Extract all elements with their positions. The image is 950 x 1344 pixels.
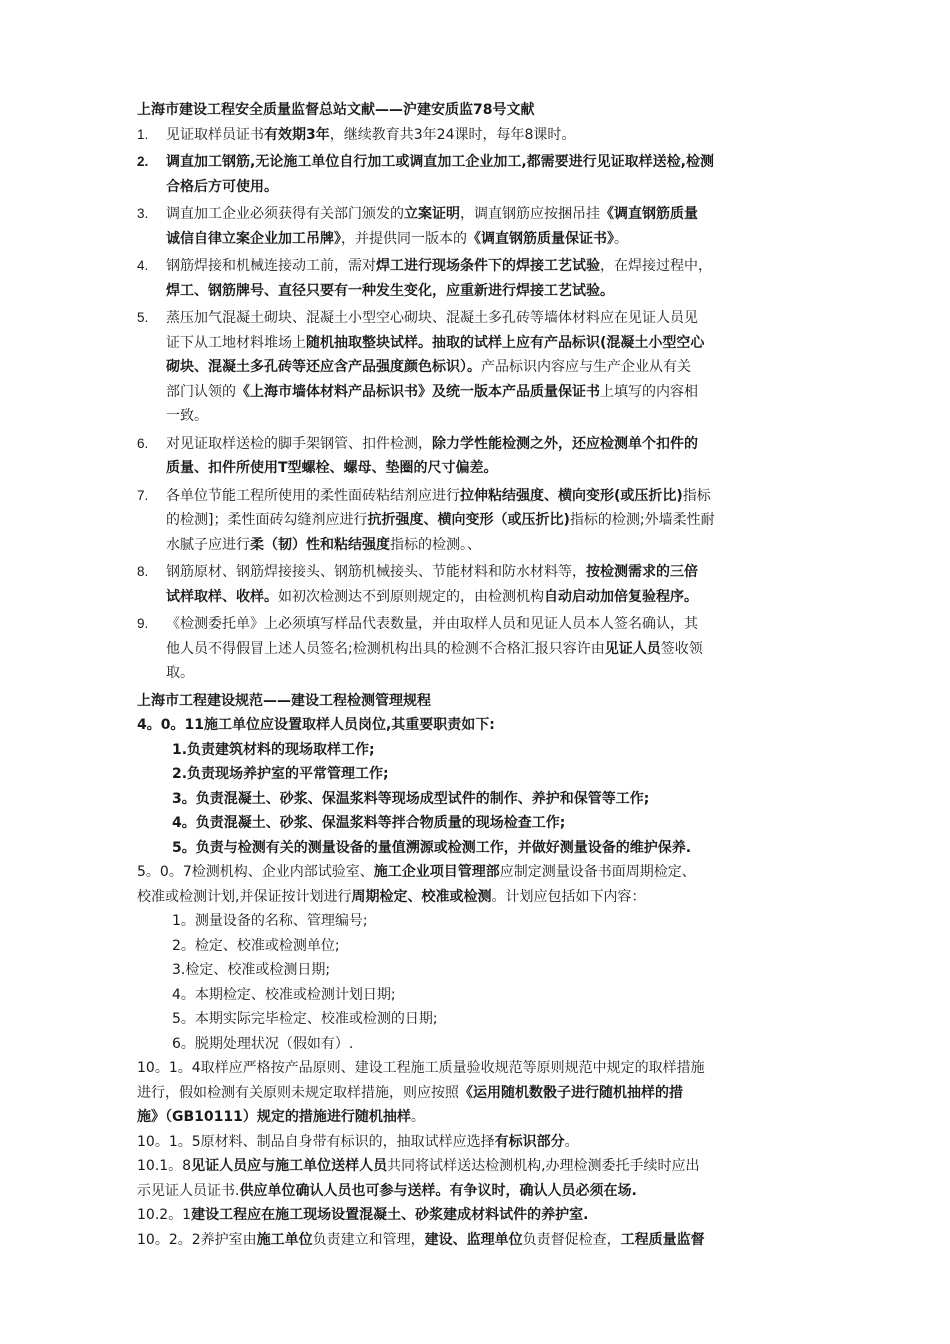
text-run: 合格后方可使用。 — [166, 178, 278, 195]
section-title: 上海市建设工程安全质量监督总站文献——沪建安质监78号文献 — [137, 102, 535, 118]
text-run: 负责督促检查， — [522, 1231, 621, 1248]
section-title: 上海市工程建设规范——建设工程检测管理规程 — [137, 692, 431, 709]
list-item-line — [137, 508, 827, 533]
text-run: 调直加工企业必须获得有关部门颁发的 — [166, 206, 404, 222]
sub-item-line — [137, 787, 827, 812]
text-run: ，继续教育共3年24课时，每年8课时。 — [329, 126, 576, 143]
list-number: 8. — [137, 564, 149, 579]
text-run: 证下从工地材料堆场上 — [166, 334, 306, 351]
text-run: 5。0。7检测机构、企业内部试验室、 — [137, 864, 374, 880]
text-run: 焊工进行现场条件下的焊接工艺试验 — [376, 258, 600, 274]
text-run: 见证人员应与施工单位送样人员 — [191, 1158, 388, 1174]
text-run: 立案证明 — [404, 206, 460, 222]
text-run: 10.1。8 — [137, 1158, 192, 1174]
text-run: 随机抽取整块试样。抽取的试样上应有产品标识(混凝土小型空心 — [306, 334, 705, 351]
list-item-line — [137, 202, 827, 227]
list-item-line — [137, 355, 827, 380]
list-number: 4. — [137, 258, 149, 273]
text-run: 。 — [564, 1133, 579, 1150]
sub-item-line — [137, 934, 827, 959]
list-item-line — [137, 123, 827, 148]
text-run: 。计划应包括如下内容： — [491, 888, 646, 905]
text-run: 10。2。2养护室由 — [137, 1231, 257, 1248]
text-run: 按检测需求的三倍 — [586, 564, 698, 580]
sub-item-line — [137, 836, 827, 861]
text-run: ，在焊接过程中， — [600, 258, 712, 274]
list-number: 6. — [137, 435, 149, 451]
list-item-line — [137, 404, 827, 429]
text-run: 示见证人员证书. — [137, 1182, 240, 1199]
text-run: 指标的检测。、 — [390, 536, 481, 553]
text-run: 2。检定、校准或检测单位; — [172, 937, 340, 954]
text-run: 自动启动加倍复验程序。 — [544, 588, 698, 605]
text-run: 共同将试样送达检测机构,办理检测委托手续时应出 — [387, 1158, 700, 1174]
text-run: 6。脱期处理状况（假如有）. — [172, 1035, 354, 1052]
text-run: 施工单位 — [256, 1231, 313, 1248]
text-run: 1.负责建筑材料的现场取样工作; — [172, 741, 375, 758]
list-item-line — [137, 227, 827, 252]
paragraph-line — [137, 1203, 827, 1228]
text-run: 10.2。1 — [137, 1207, 192, 1223]
text-run: 砌块、混凝土多孔砖等还应含产品强度颜色标识）。 — [166, 359, 481, 375]
list-item-line — [137, 175, 827, 200]
text-run: 1。测量设备的名称、管理编号; — [172, 913, 368, 929]
text-run: 钢筋原材、钢筋焊接接头、钢筋机械接头、节能材料和防水材料等， — [166, 564, 586, 580]
paragraph-line — [137, 860, 827, 885]
sub-item-line — [137, 762, 827, 787]
text-run: 对见证取样送检的脚手架钢管、扣件检测， — [166, 435, 432, 452]
list-number: 9. — [137, 616, 149, 631]
text-run: 见证人员 — [604, 640, 661, 657]
text-run: 钢筋焊接和机械连接动工前，需对 — [166, 258, 376, 274]
list-number: 3. — [137, 206, 149, 221]
text-run: 取。 — [166, 665, 194, 681]
text-run: 部门认领的 — [166, 383, 236, 400]
sub-item-line — [137, 738, 827, 763]
text-run: 《检测委托单》上必须填写样品代表数量，并由取样人员和见证人员本人签名确认，其 — [166, 616, 698, 632]
text-run: 试样取样、收样。 — [166, 588, 278, 605]
text-run: 有标识部分 — [494, 1133, 565, 1150]
text-run: 质量、扣件所使用T型螺栓、螺母、垫圈的尺寸偏差。 — [166, 460, 498, 476]
paragraph-line — [137, 713, 827, 738]
text-run: 10。1。4取样应严格按产品原则、建设工程施工质量验收规范等原则规范中规定的取样措施 — [137, 1060, 705, 1076]
paragraph-line — [137, 885, 827, 910]
text-run: 4。本期检定、校准或检测计划日期; — [172, 986, 396, 1003]
list-number: 5. — [137, 310, 149, 325]
text-run: 他人员不得假冒上述人员签名;检测机构出具的检测不合格汇报只容许由 — [166, 640, 605, 657]
text-run: 水腻子应进行 — [166, 536, 250, 553]
sub-item-line — [137, 958, 827, 983]
paragraph-line — [137, 1130, 827, 1155]
text-run: 进行，假如检测有关原则未规定取样措施，则应按照 — [137, 1084, 459, 1101]
list-item-line — [137, 380, 827, 405]
text-run: 施工企业项目管理部 — [373, 864, 500, 880]
paragraph-line — [137, 1154, 827, 1179]
list-item-line — [137, 484, 827, 509]
text-run: 除力学性能检测之外，还应检测单个扣件的 — [432, 435, 698, 452]
list-item-line — [137, 533, 827, 558]
text-run: 4。0。11施工单位应设置取样人员岗位,其重要职责如下: — [137, 717, 495, 733]
text-run: 焊工、钢筋牌号、直径只要有一种发生变化，应重新进行焊接工艺试验。 — [166, 282, 614, 299]
text-run: 建设、监理单位 — [424, 1231, 523, 1248]
list-item-line — [137, 456, 827, 481]
sub-item-line — [137, 983, 827, 1008]
text-run: 2.负责现场养护室的平常管理工作; — [172, 766, 389, 782]
list-item-line — [137, 612, 827, 637]
paragraph-line — [137, 1105, 827, 1130]
list-item-line — [137, 432, 827, 457]
text-run: 《调直钢筋质量 — [600, 206, 698, 222]
document-body — [137, 98, 827, 1252]
text-run: 一致。 — [166, 408, 208, 424]
text-run: 《运用随机数骰子进行随机抽样的措 — [459, 1084, 683, 1101]
list-item-line — [137, 279, 827, 304]
text-run: 5。本期实际完毕检定、校准或检测的日期; — [172, 1011, 438, 1027]
text-run: 上填写的内容相 — [600, 383, 698, 400]
list-item-line — [137, 661, 827, 686]
text-run: 《调直钢筋质量保证书》 — [467, 230, 614, 247]
text-run: 蒸压加气混凝土砌块、混凝土小型空心砌块、混凝土多孔砖等墙体材料应在见证人员见 — [166, 310, 698, 326]
text-run: 校准或检测计划,并保证按计划进行 — [137, 888, 352, 905]
list-item-line — [137, 637, 827, 662]
text-run: 诚信自律立案企业加工吊牌》 — [166, 230, 341, 247]
list-item-line — [137, 150, 827, 175]
text-run: 3。负责混凝土、砂浆、保温浆料等现场成型试件的制作、养护和保管等工作; — [172, 790, 650, 807]
list-item-line — [137, 331, 827, 356]
text-run: 指标的检测;外墙柔性耐 — [569, 512, 715, 528]
paragraph-line — [137, 1056, 827, 1081]
list-item-line — [137, 254, 827, 279]
list-item-line — [137, 306, 827, 331]
sub-item-line — [137, 909, 827, 934]
list-number: 1. — [137, 126, 149, 142]
text-run: ，并提供同一版本的 — [341, 230, 467, 247]
sub-item-line — [137, 1032, 827, 1057]
text-run: 负责建立和管理， — [312, 1231, 425, 1248]
text-run: 抗折强度、横向变形（或压折比) — [367, 512, 570, 528]
text-run: 应制定测量设备书面周期检定、 — [499, 864, 696, 880]
text-run: 各单位节能工程所使用的柔性面砖粘结剂应进行 — [166, 487, 460, 504]
text-run: 3.检定、校准或检测日期; — [172, 962, 331, 978]
list-number: 7. — [137, 487, 149, 503]
text-run: 指标 — [682, 487, 711, 504]
text-run: 如初次检测达不到原则规定的，由检测机构 — [278, 588, 544, 605]
text-run: ，调直钢筋应按捆吊挂 — [460, 206, 600, 222]
list-item-line — [137, 560, 827, 585]
text-run: 。 — [614, 230, 628, 247]
text-run: 4。负责混凝土、砂浆、保温浆料等拌合物质量的现场检查工作; — [172, 815, 566, 831]
text-run: 供应单位确认人员也可参与送样。有争议时，确认人员必须在场. — [239, 1182, 637, 1199]
text-run: 《上海市墙体材料产品标识书》及统一版本产品质量保证书 — [236, 383, 600, 400]
sub-item-line — [137, 811, 827, 836]
sub-item-line — [137, 1007, 827, 1032]
text-run: 建设工程应在施工现场设置混凝土、砂浆建成材料试件的养护室. — [191, 1207, 589, 1223]
list-number: 2. — [137, 154, 149, 169]
text-run: 5。负责与检测有关的测量设备的量值溯源或检测工作，并做好测量设备的维护保养. — [172, 839, 692, 856]
text-run: 工程质量监督 — [620, 1231, 705, 1248]
paragraph-line — [137, 1179, 827, 1204]
text-run: 周期检定、校准或检测 — [351, 888, 492, 905]
text-run: 的检测]；柔性面砖勾缝剂应进行 — [166, 512, 368, 528]
text-run: 签收领 — [660, 640, 703, 657]
text-run: 柔（韧）性和粘结强度 — [250, 536, 390, 553]
text-run: 。 — [410, 1109, 425, 1125]
text-run: 施》（GB10111）规定的措施进行随机抽样 — [137, 1109, 411, 1125]
paragraph-line — [137, 1228, 827, 1253]
text-run: 调直加工钢筋,无论施工单位自行加工或调直加工企业加工,都需要进行见证取样送检,检测 — [166, 154, 714, 170]
list-item-line — [137, 585, 827, 610]
text-run: 10。1。5原材料、制品自身带有标识的，抽取试样应选择 — [137, 1133, 495, 1150]
text-run: 拉伸粘结强度、横向变形(或压折比) — [460, 487, 683, 504]
paragraph-line — [137, 1081, 827, 1106]
text-run: 有效期3年 — [264, 126, 330, 143]
text-run: 产品标识内容应与生产企业从有关 — [481, 359, 691, 375]
text-run: 见证取样员证书 — [166, 126, 264, 143]
